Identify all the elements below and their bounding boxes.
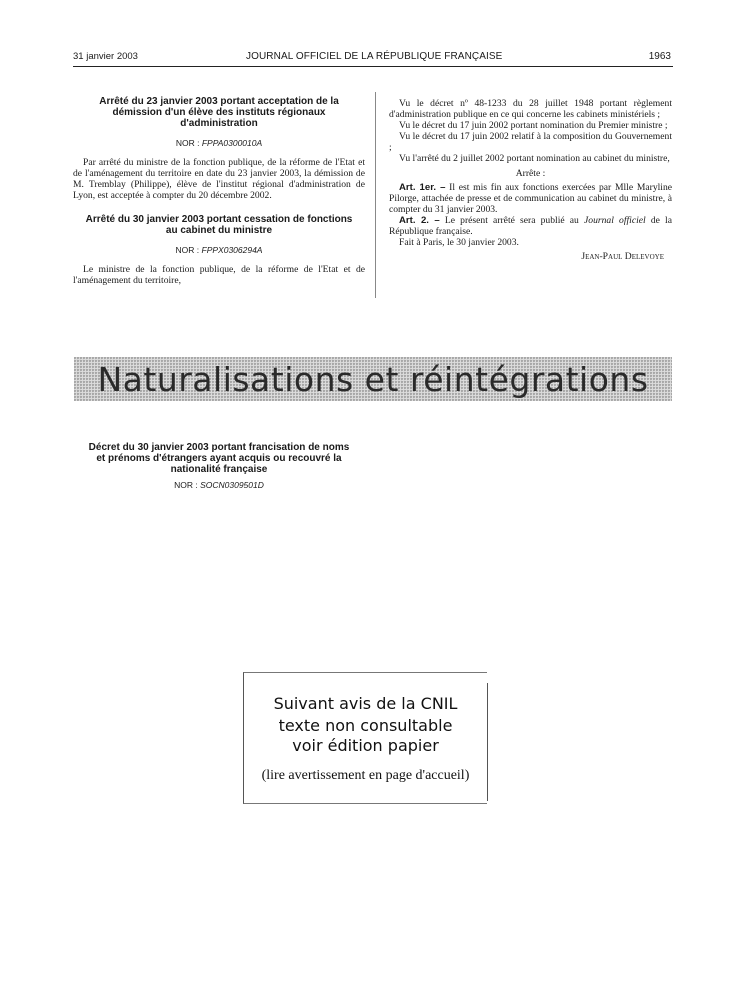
arrete-1-title: Arrêté du 23 janvier 2003 portant acceptation de la démission d'un élève des instituts régionaux d'administration	[99, 96, 339, 129]
arrete-2-title: Arrêté du 30 janvier 2003 portant cessation de fonctions au cabinet du ministre	[85, 214, 353, 236]
article-1-label: Art. 1er. –	[399, 182, 446, 193]
fait-a-paris: Fait à Paris, le 30 janvier 2003.	[399, 237, 519, 248]
cnil-notice-line-4: (lire avertissement en page d'accueil)	[261, 768, 470, 783]
nor-code: SOCN0309501D	[200, 480, 264, 490]
cnil-notice-line-2: texte non consultable	[278, 716, 453, 735]
article-2	[389, 215, 672, 237]
nor-prefix: NOR :	[175, 245, 200, 255]
journal-title: JOURNAL OFFICIEL DE LA RÉPUBLIQUE FRANÇAISE	[246, 51, 503, 62]
cnil-notice-line-1: Suivant avis de la CNIL	[273, 694, 458, 713]
decree-title: Décret du 30 janvier 2003 portant francisation de noms et prénoms d'étrangers ayant acquis ou recouvré la nationalité française	[88, 442, 350, 475]
right-column	[389, 98, 672, 262]
arrete-2-preamble: Le ministre de la fonction publique, de la réforme de l'Etat et de l'aménagement du territoire,	[73, 264, 365, 286]
visa-3: Vu le décret du 17 juin 2002 relatif à la composition du Gouvernement ;	[389, 131, 672, 153]
page-number: 1963	[648, 51, 671, 62]
journal-officiel-ref: Journal officiel	[584, 215, 646, 226]
header-date: 31 janvier 2003	[73, 51, 138, 62]
nor-prefix: NOR :	[175, 138, 200, 148]
section-title: Naturalisations et réintégrations	[97, 360, 649, 399]
arrete-1-text: Par arrêté du ministre de la fonction publique, de la réforme de l'Etat et de l'aménagement du territoire en date du 23 janvier 2003, la démission de M. Tremblay (Philippe), élève de l'institut régional d'administration de Lyon, est acceptée à compter du 20 décembre 2002.	[73, 157, 365, 201]
arrete-2-nor	[73, 245, 365, 256]
column-divider	[375, 92, 376, 298]
article-1-text: Il est mis fin aux fonctions exercées par Mlle Maryline Pilorge, attachée de presse et de communication au cabinet du ministre, à compter du 31 janvier 2003.	[389, 182, 672, 215]
nor-code: FPPA0300010A	[201, 138, 263, 148]
arrete-heading: Arrête :	[515, 168, 546, 179]
visa-1: Vu le décret nº 48-1233 du 28 juillet 1948 portant règlement d'administration publique en ce qui concerne les cabinets ministériels ;	[389, 98, 672, 120]
section-banner	[74, 357, 672, 401]
decree-block	[73, 442, 365, 499]
article-1	[389, 182, 672, 215]
visa-2: Vu le décret du 17 juin 2002 portant nomination du Premier ministre ;	[399, 120, 668, 131]
cnil-notice-line-3: voir édition papier	[292, 736, 439, 755]
decree-nor	[73, 480, 365, 491]
arrete-1-nor	[73, 138, 365, 149]
signature: Jean-Paul Delevoye	[581, 251, 664, 262]
visa-4: Vu l'arrêté du 2 juillet 2002 portant nomination au cabinet du ministre,	[399, 153, 670, 164]
nor-code: FPPX0306294A	[201, 245, 263, 255]
left-column	[73, 96, 365, 286]
article-2-text-end: de la République française.	[389, 215, 672, 237]
header-rule	[73, 66, 673, 67]
nor-prefix: NOR :	[174, 480, 198, 490]
article-2-label: Art. 2. –	[399, 215, 440, 226]
cnil-notice-box	[243, 672, 487, 804]
article-2-text: Le présent arrêté sera publié au	[444, 215, 579, 226]
